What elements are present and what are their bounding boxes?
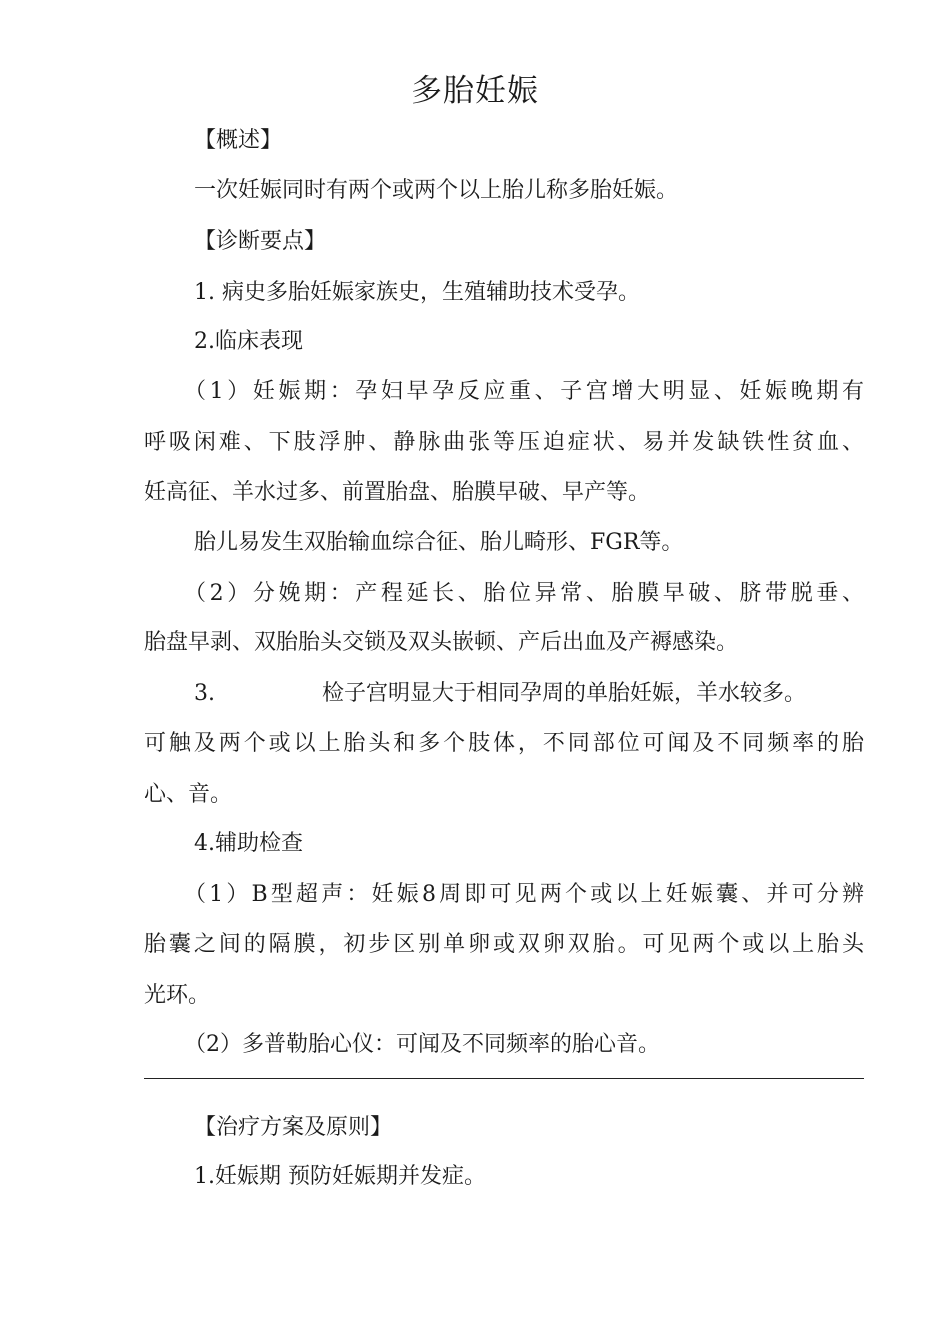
delivery-line-1: （2）分娩期：产程延长、胎位异常、胎膜早破、脐带脱垂、 bbox=[184, 581, 864, 606]
diagnosis-heading: 【诊断要点】 bbox=[194, 229, 327, 254]
treatment-heading: 【治疗方案及原则】 bbox=[194, 1115, 393, 1140]
treatment-item-1: 1.妊娠期 预防妊娠期并发症。 bbox=[194, 1164, 486, 1189]
ultrasound-line-3: 光环。 bbox=[144, 983, 211, 1008]
overview-heading: 【概述】 bbox=[194, 128, 283, 153]
pregnancy-line-3: 妊高征、羊水过多、前置胎盘、胎膜早破、早产等。 bbox=[144, 480, 651, 505]
ultrasound-line-2: 胎囊之间的隔膜，初步区别单卵或双卵双胎。可见两个或以上胎头 bbox=[144, 932, 864, 957]
diagnosis-item-3-first-line bbox=[144, 669, 864, 719]
diagnosis-item-3-line-2: 可触及两个或以上胎头和多个肢体，不同部位可闻及不同频率的胎 bbox=[144, 731, 864, 756]
fetal-complications-line: 胎儿易发生双胎输血综合征、胎儿畸形、FGR等。 bbox=[194, 530, 684, 555]
pregnancy-line-2: 呼吸闲难、下肢浮肿、静脉曲张等压迫症状、易并发缺铁性贫血、 bbox=[144, 430, 864, 455]
doppler-line: （2）多普勒胎心仪：可闻及不同频率的胎心音。 bbox=[184, 1032, 660, 1057]
page-title: 多胎妊娠 bbox=[411, 73, 539, 109]
diagnosis-item-3-text: 检子宫明显大于相同孕周的单胎妊娠，羊水较多。 bbox=[322, 681, 807, 706]
diagnosis-item-4: 4.辅助检查 bbox=[194, 831, 303, 856]
diagnosis-item-1: 1. 病史多胎妊娠家族史，生殖辅助技术受孕。 bbox=[194, 280, 640, 305]
diagnosis-item-3-line-3: 心、音。 bbox=[144, 782, 233, 807]
diagnosis-item-3-number: 3. bbox=[194, 681, 215, 706]
pregnancy-line-1: （1）妊娠期：孕妇早孕反应重、子宫增大明显、妊娠晚期有 bbox=[184, 379, 864, 404]
diagnosis-item-2: 2.临床表现 bbox=[194, 329, 303, 354]
delivery-line-2: 胎盘早剥、双胎胎头交锁及双头嵌顿、产后出血及产褥感染。 bbox=[144, 630, 739, 655]
section-divider bbox=[144, 1078, 864, 1079]
ultrasound-line-1: （1）B型超声：妊娠8周即可见两个或以上妊娠囊、并可分辨 bbox=[184, 882, 864, 907]
overview-text: 一次妊娠同时有两个或两个以上胎儿称多胎妊娠。 bbox=[194, 178, 679, 203]
